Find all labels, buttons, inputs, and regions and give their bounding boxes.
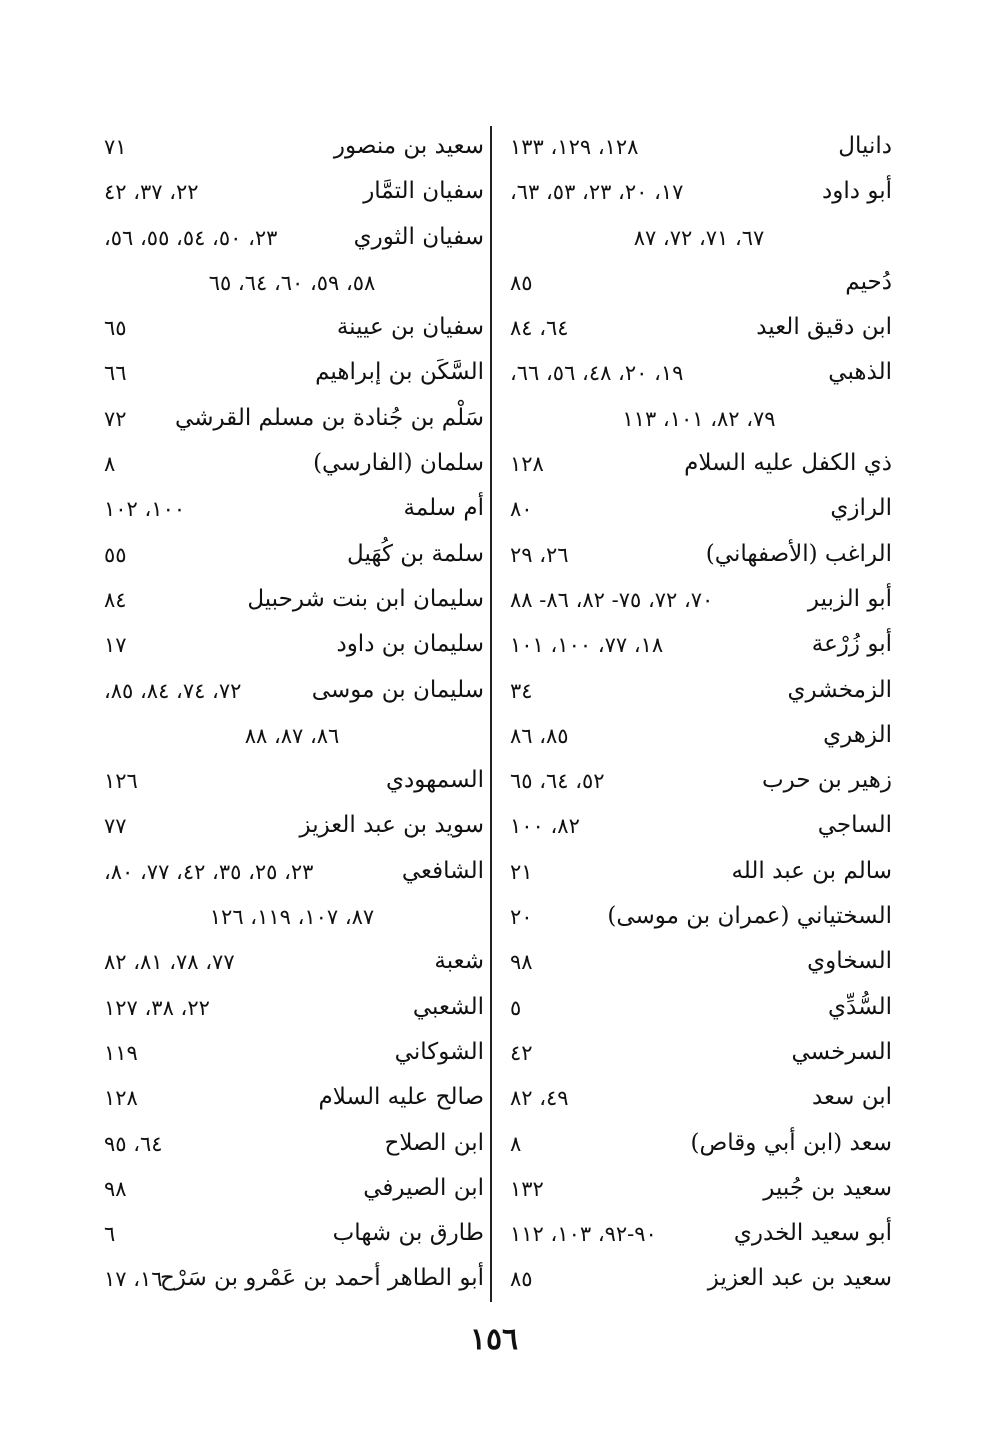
entry-pages: ٨٠ — [510, 497, 533, 522]
entry-pages: ٧٧، ٧٨، ٨١، ٨٢ — [104, 950, 235, 975]
entry-name: أبو زُرْعة — [811, 631, 892, 658]
entry-pages: ٧٢ — [104, 406, 127, 431]
entry-name: دُحيم — [845, 268, 892, 295]
index-entry — [506, 350, 892, 395]
entry-pages: ١٢٦ — [104, 769, 138, 794]
index-entry — [100, 486, 484, 531]
entry-pages: ٨٤ — [104, 587, 127, 612]
entry-pages: ٨٢، ١٠٠ — [510, 814, 580, 839]
entry-pages: ٢٢، ٣٧، ٤٢ — [104, 180, 199, 205]
entry-name: السُّدِّي — [828, 993, 892, 1020]
entry-pages: ٩٠-٩٢، ١٠٣، ١١٢ — [510, 1222, 657, 1247]
entry-pages: ٢٣، ٢٥، ٣٥، ٤٢، ٧٧، ٨٠، — [104, 859, 314, 884]
entry-name: الشعبي — [412, 993, 484, 1020]
entry-name: سليمان ابن بنت شرحبيل — [247, 585, 484, 612]
index-entry — [100, 985, 484, 1030]
entry-name: أبو داود — [822, 178, 892, 205]
entry-pages: ٥٢، ٦٤، ٦٥ — [510, 769, 605, 794]
entry-name: سلمان (الفارسي) — [313, 450, 484, 477]
entry-pages-continuation: ٧٩، ٨٢، ١٠١، ١١٣ — [622, 406, 776, 431]
entry-name: أبو الطاهر أحمد بن عَمْرو بن سَرْح — [159, 1265, 484, 1292]
entry-name: سلمة بن كُهَيل — [347, 540, 484, 567]
entry-name: سفيان الثوري — [353, 223, 484, 250]
entry-pages-continuation: ٨٦، ٨٧، ٨٨ — [244, 723, 340, 748]
index-entry — [100, 622, 484, 667]
entry-pages: ١٧، ٢٠، ٢٣، ٥٣، ٦٣، — [510, 180, 684, 205]
entry-pages: ٢٣، ٥٠، ٥٤، ٥٥، ٥٦، — [104, 225, 278, 250]
page-number: ١٥٦ — [469, 1322, 519, 1357]
index-entry — [506, 1256, 892, 1301]
entry-pages: ٨ — [510, 1131, 522, 1156]
entry-pages: ١٠٠، ١٠٢ — [104, 497, 186, 522]
index-entry — [506, 758, 892, 803]
entry-pages: ٦٤، ٩٥ — [104, 1131, 163, 1156]
entry-name: سعيد بن منصور — [333, 133, 484, 159]
entry-pages: ٦٥ — [104, 316, 127, 341]
entry-pages: ٩٨ — [510, 950, 533, 975]
entry-pages: ٤٩، ٨٢ — [510, 1086, 569, 1111]
entry-name: الراغب (الأصفهاني) — [705, 540, 892, 567]
entry-pages: ٦ — [104, 1222, 116, 1247]
index-entry — [100, 713, 484, 758]
entry-name: أبو سعيد الخدري — [733, 1220, 892, 1247]
entry-pages: ٧٢، ٧٤، ٨٤، ٨٥، — [104, 678, 242, 703]
entry-name: سَلْم بن جُنادة بن مسلم القرشي — [175, 404, 484, 431]
entry-name: السختياني (عمران بن موسى) — [607, 903, 892, 930]
index-entry — [506, 396, 892, 441]
index-entry — [506, 849, 892, 894]
entry-pages: ١٢٨، ١٢٩، ١٣٣ — [510, 135, 639, 159]
entry-name: دانيال — [838, 133, 892, 159]
index-entry — [506, 441, 892, 486]
index-entry — [506, 486, 892, 531]
index-entry — [100, 1166, 484, 1211]
entry-pages: ٤٢ — [510, 1040, 533, 1065]
entry-pages: ٥٥ — [104, 542, 127, 567]
entry-pages: ٨٥، ٨٦ — [510, 723, 569, 748]
entry-pages: ١١٩ — [104, 1040, 138, 1065]
entry-pages: ٥ — [510, 995, 522, 1020]
entry-name: شعبة — [434, 948, 484, 975]
entry-pages: ٨٥ — [510, 270, 533, 295]
index-entry — [100, 169, 484, 214]
index-entry — [506, 939, 892, 984]
entry-pages: ٧١ — [104, 135, 127, 159]
entry-name: سليمان بن داود — [336, 631, 484, 658]
entry-name: طارق بن شهاب — [332, 1220, 484, 1247]
entry-pages: ١٩، ٢٠، ٤٨، ٥٦، ٦٦، — [510, 361, 684, 386]
entry-name: ابن سعد — [811, 1084, 892, 1111]
entry-name: أبو الزبير — [807, 585, 892, 612]
entry-name: أم سلمة — [403, 495, 484, 522]
entry-pages: ٧٧ — [104, 814, 127, 839]
entry-pages: ٢٢، ٣٨، ١٢٧ — [104, 995, 210, 1020]
index-entry — [100, 1256, 484, 1301]
entry-name: ابن دقيق العيد — [756, 314, 892, 341]
entry-name: الساجي — [817, 812, 892, 839]
entry-pages: ١٢٨ — [104, 1086, 138, 1111]
entry-name: صالح عليه السلام — [318, 1084, 484, 1111]
index-column-left — [100, 124, 484, 1302]
index-entry — [506, 1121, 892, 1166]
entry-name: السَّكَن بن إبراهيم — [315, 359, 484, 386]
entry-name: زهير بن حرب — [762, 767, 892, 794]
index-entry — [100, 350, 484, 395]
index-entry — [506, 803, 892, 848]
entry-name: ذي الكفل عليه السلام — [684, 450, 892, 477]
entry-name: سعد (ابن أبي وقاص) — [690, 1129, 892, 1156]
entry-pages: ١٣٢ — [510, 1176, 544, 1201]
entry-pages: ١٦، ١٧ — [104, 1267, 163, 1292]
index-entry — [506, 305, 892, 350]
entry-pages: ١٢٨ — [510, 452, 544, 477]
index-entry — [100, 668, 484, 713]
index-entry — [506, 169, 892, 214]
entry-name: سفيان التمَّار — [363, 178, 484, 205]
index-entry — [100, 396, 484, 441]
entry-name: السرخسي — [791, 1038, 892, 1065]
entry-name: الذهبي — [828, 359, 892, 386]
entry-pages: ٦٦ — [104, 361, 127, 386]
entry-name: الرازي — [830, 495, 892, 522]
entry-name: سليمان بن موسى — [311, 676, 484, 703]
entry-pages: ٧٠، ٧٢، ٧٥- ٨٢، ٨٦- ٨٨ — [510, 587, 714, 612]
entry-name: سعيد بن عبد العزيز — [707, 1265, 892, 1292]
entry-name: سعيد بن جُبير — [763, 1174, 892, 1201]
entry-name: ابن الصيرفي — [363, 1174, 484, 1201]
index-entry — [100, 305, 484, 350]
index-entry — [100, 758, 484, 803]
entry-pages: ٨٥ — [510, 1267, 533, 1292]
index-entry — [100, 1030, 484, 1075]
entry-pages-continuation: ٨٧، ١٠٧، ١١٩، ١٢٦ — [209, 905, 375, 930]
index-entry — [100, 849, 484, 894]
index-entry — [100, 577, 484, 622]
entry-pages: ٢١ — [510, 859, 533, 884]
index-entry — [506, 577, 892, 622]
entry-name: الزهري — [823, 721, 892, 748]
column-divider — [490, 126, 492, 1302]
index-entry — [506, 1166, 892, 1211]
index-entry — [100, 803, 484, 848]
entry-name: ابن الصلاح — [384, 1129, 484, 1156]
entry-pages: ٨ — [104, 452, 116, 477]
index-entry — [100, 215, 484, 260]
entry-pages-continuation: ٦٧، ٧١، ٧٢، ٨٧ — [633, 225, 765, 250]
index-entry — [100, 1121, 484, 1166]
index-entry — [506, 894, 892, 939]
entry-pages: ٢٦، ٢٩ — [510, 542, 569, 567]
index-entry — [506, 1030, 892, 1075]
index-entry — [100, 532, 484, 577]
index-entry — [506, 215, 892, 260]
index-column-right — [506, 124, 892, 1302]
index-entry — [100, 124, 484, 169]
entry-name: السمهودي — [386, 767, 484, 794]
index-entry — [100, 260, 484, 305]
index-entry — [100, 1075, 484, 1120]
index-entry — [506, 124, 892, 169]
entry-pages: ١٧ — [104, 633, 127, 658]
index-entry — [100, 1211, 484, 1256]
entry-name: سفيان بن عيينة — [336, 314, 484, 341]
index-entry — [506, 1211, 892, 1256]
entry-pages: ٦٤، ٨٤ — [510, 316, 569, 341]
entry-name: السخاوي — [807, 948, 892, 975]
index-entry — [506, 985, 892, 1030]
index-entry — [506, 532, 892, 577]
index-entry — [100, 894, 484, 939]
index-entry — [506, 713, 892, 758]
index-entry — [100, 939, 484, 984]
entry-name: الزمخشري — [787, 676, 892, 703]
entry-name: سالم بن عبد الله — [731, 857, 892, 884]
index-entry — [506, 1075, 892, 1120]
entry-name: الشوكاني — [394, 1038, 484, 1065]
entry-name: الشافعي — [401, 857, 484, 884]
index-entry — [506, 260, 892, 305]
index-entry — [100, 441, 484, 486]
entry-pages: ٩٨ — [104, 1176, 127, 1201]
index-entry — [506, 668, 892, 713]
entry-name: سويد بن عبد العزيز — [299, 812, 484, 839]
entry-pages: ٣٤ — [510, 678, 533, 703]
entry-pages: ١٨، ٧٧، ١٠٠، ١٠١ — [510, 633, 664, 658]
index-entry — [506, 622, 892, 667]
entry-pages: ٢٠ — [510, 905, 533, 930]
entry-pages-continuation: ٥٨، ٥٩، ٦٠، ٦٤، ٦٥ — [208, 270, 376, 295]
